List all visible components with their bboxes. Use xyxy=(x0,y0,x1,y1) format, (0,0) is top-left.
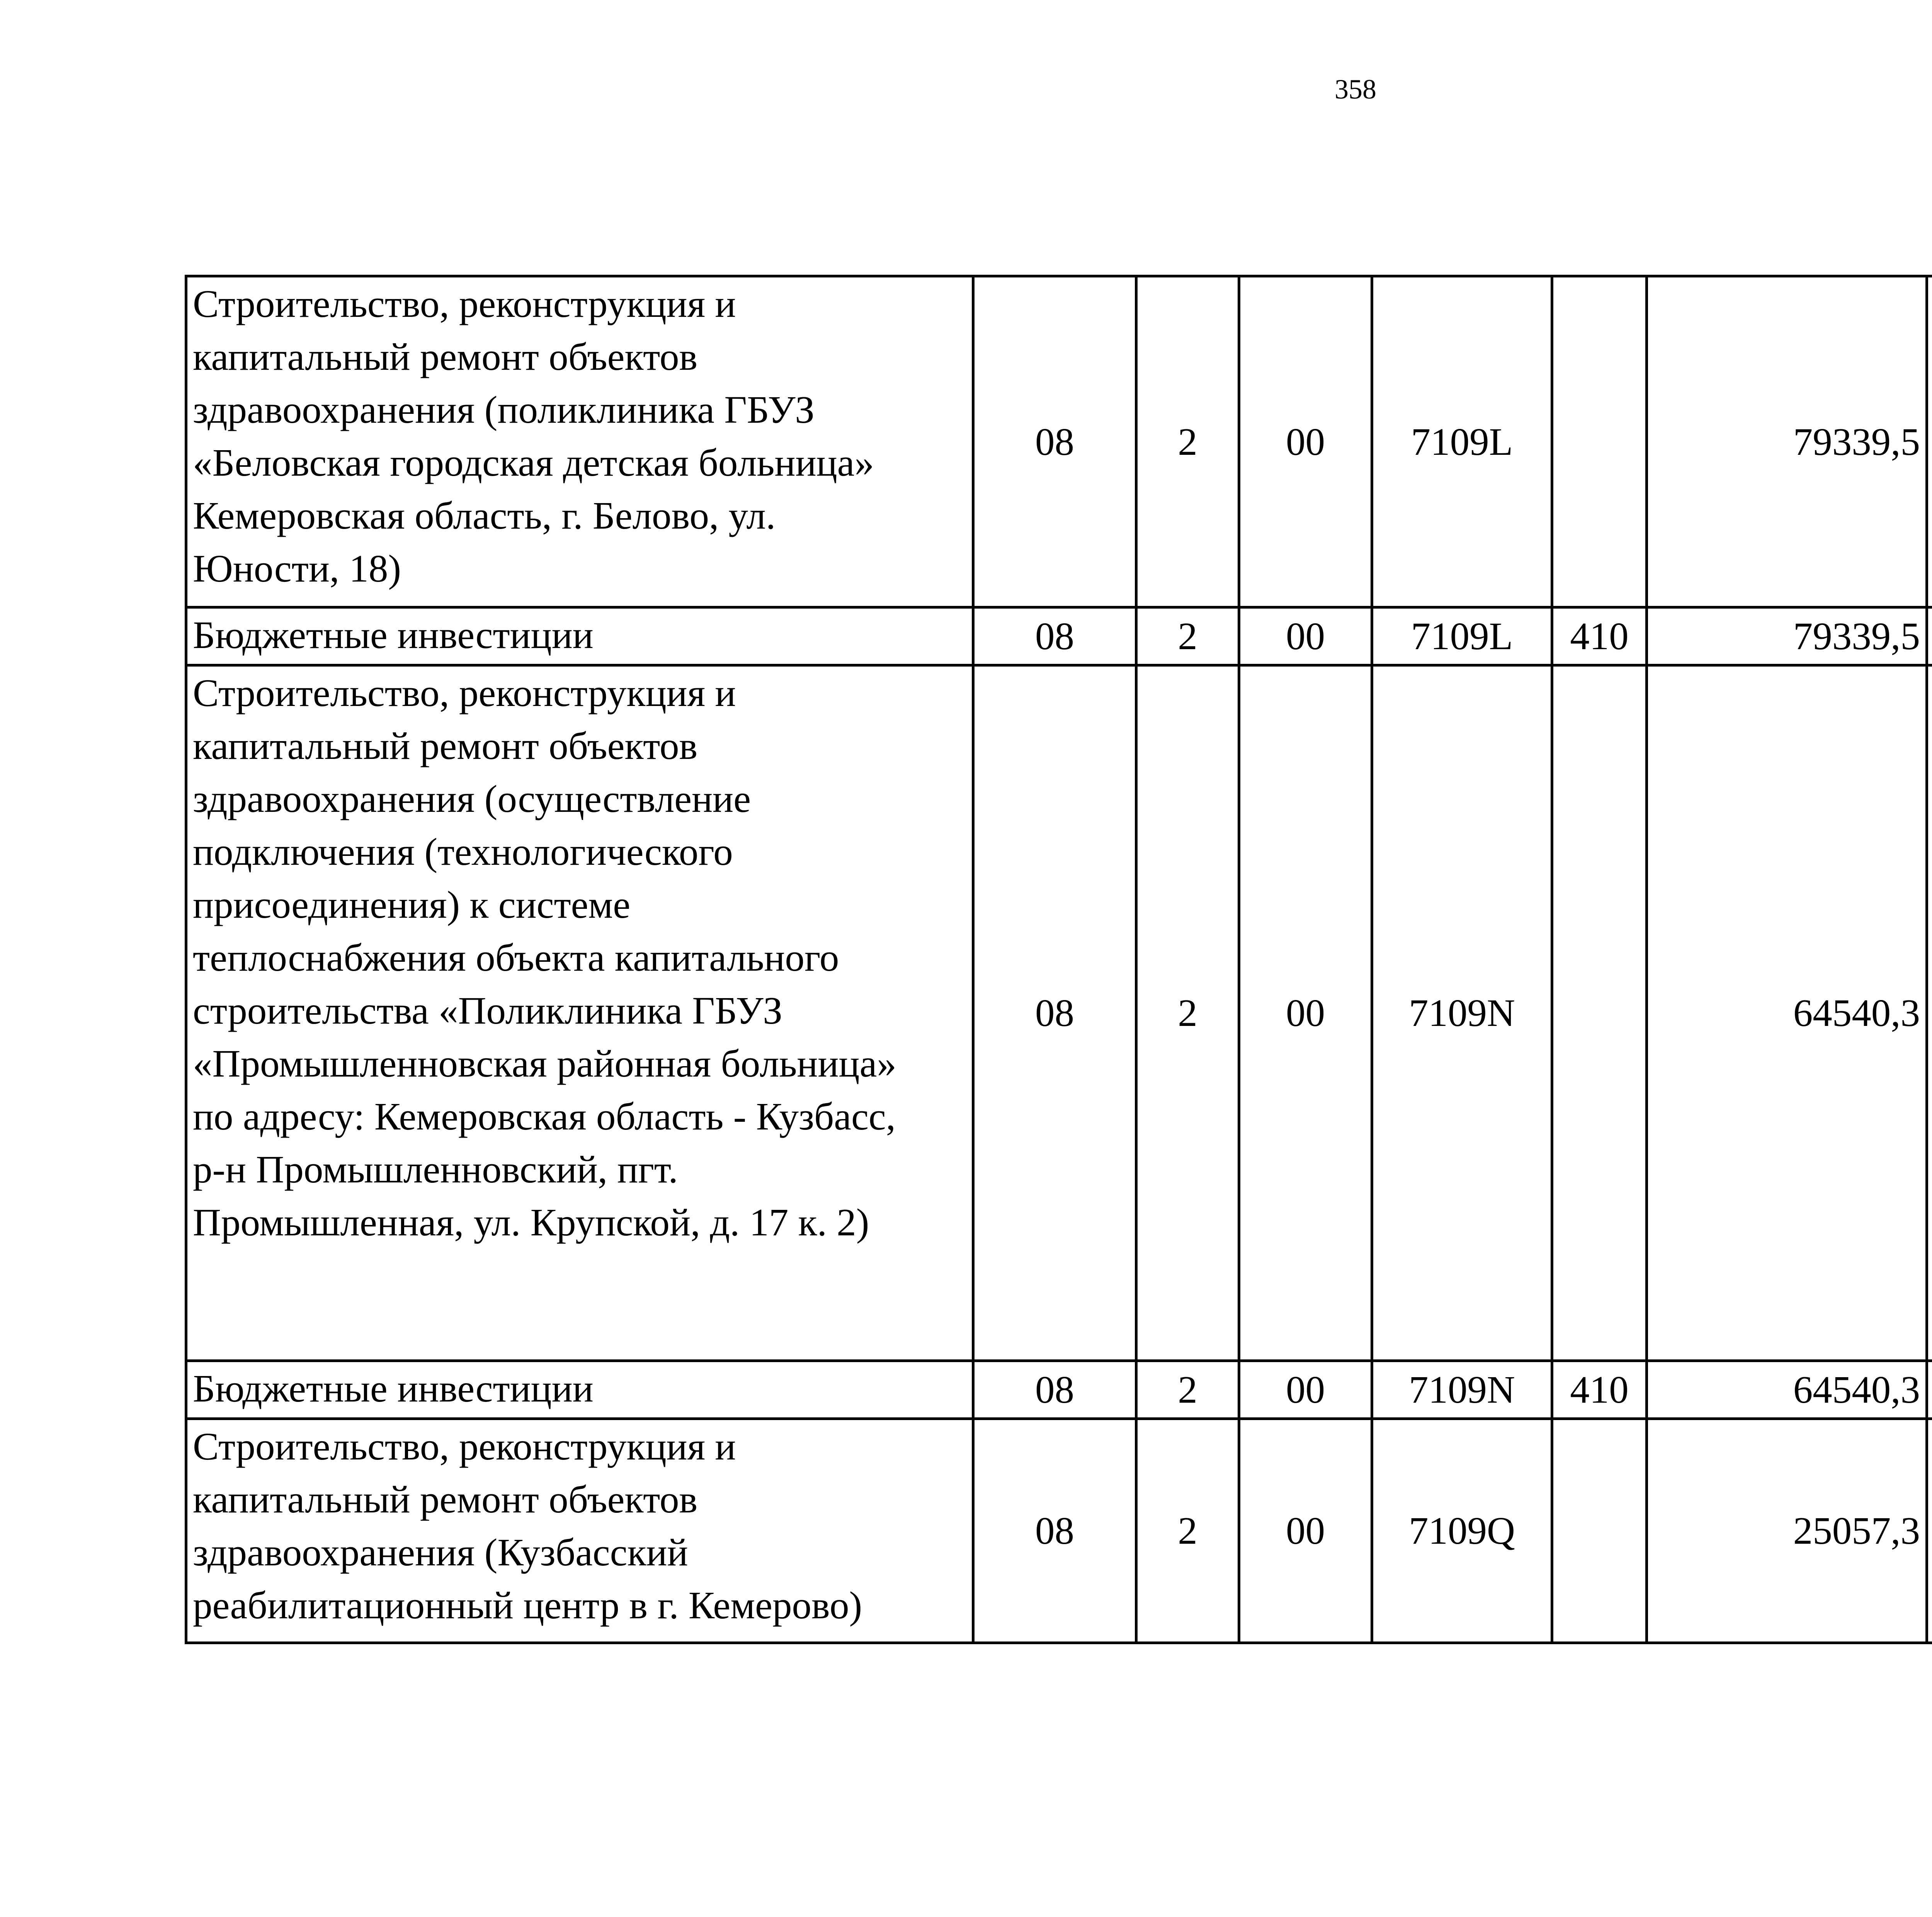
table-row xyxy=(186,1361,1932,1419)
description-line: здравоохранения (Кузбасский xyxy=(193,1531,688,1574)
table-body xyxy=(186,276,1932,1643)
direction-cell: 7109N xyxy=(1372,665,1552,1361)
description-line: капитальный ремонт объектов xyxy=(193,1478,698,1521)
subprogram-cell: 00 xyxy=(1239,1419,1372,1643)
description-line: подключения (технологического xyxy=(193,830,733,873)
description-line: Промышленная, ул. Крупской, д. 17 к. 2) xyxy=(193,1201,869,1244)
table-row xyxy=(186,607,1932,665)
program-cell: 2 xyxy=(1136,607,1239,665)
table-row xyxy=(186,276,1932,607)
description-line: «Беловская городская детская больница» xyxy=(193,441,874,484)
amount-year2-cell xyxy=(1927,276,1932,607)
section-cell: 08 xyxy=(973,276,1136,607)
program-cell: 2 xyxy=(1136,1419,1239,1643)
expense-type-cell xyxy=(1552,276,1647,607)
description-line: теплоснабжения объекта капитального xyxy=(193,936,839,979)
subprogram-cell: 00 xyxy=(1239,607,1372,665)
direction-cell: 7109L xyxy=(1372,607,1552,665)
description-cell xyxy=(186,1419,973,1643)
expense-type-cell: 410 xyxy=(1552,607,1647,665)
description-line: по адресу: Кемеровская область - Кузбасс, xyxy=(193,1095,896,1138)
description-line: Строительство, реконструкция и xyxy=(193,1425,736,1468)
expense-type-cell: 410 xyxy=(1552,1361,1647,1419)
table-row xyxy=(186,1419,1932,1643)
amount-year1-cell: 79339,5 xyxy=(1647,276,1927,607)
amount-year2-cell xyxy=(1927,1361,1932,1419)
section-cell: 08 xyxy=(973,1361,1136,1419)
amount-year2-cell xyxy=(1927,607,1932,665)
description-cell xyxy=(186,276,973,607)
section-cell: 08 xyxy=(973,607,1136,665)
subprogram-cell: 00 xyxy=(1239,665,1372,1361)
description-line: р-н Промышленновский, пгт. xyxy=(193,1148,678,1191)
expense-type-cell xyxy=(1552,665,1647,1361)
description-line: Бюджетные инвестиции xyxy=(193,613,594,657)
direction-cell: 7109L xyxy=(1372,276,1552,607)
description-line: Строительство, реконструкция и xyxy=(193,282,736,325)
description-line: «Промышленновская районная больница» xyxy=(193,1042,896,1085)
description-line: Юности, 18) xyxy=(193,547,401,590)
description-line: присоединения) к системе xyxy=(193,883,631,926)
description-line: строительства «Поликлиника ГБУЗ xyxy=(193,989,782,1032)
amount-year1-cell: 79339,5 xyxy=(1647,607,1927,665)
description-line: здравоохранения (осуществление xyxy=(193,777,751,820)
program-cell: 2 xyxy=(1136,1361,1239,1419)
section-cell: 08 xyxy=(973,1419,1136,1643)
description-line: капитальный ремонт объектов xyxy=(193,724,698,767)
description-line: здравоохранения (поликлиника ГБУЗ xyxy=(193,388,815,431)
description-cell xyxy=(186,665,973,1361)
amount-year1-cell: 64540,3 xyxy=(1647,1361,1927,1419)
page-number: 358 xyxy=(1335,74,1376,105)
budget-table xyxy=(185,275,1932,1644)
amount-year2-cell xyxy=(1927,1419,1932,1643)
amount-year1-cell: 25057,3 xyxy=(1647,1419,1927,1643)
table-row xyxy=(186,665,1932,1361)
expense-type-cell xyxy=(1552,1419,1647,1643)
subprogram-cell: 00 xyxy=(1239,1361,1372,1419)
program-cell: 2 xyxy=(1136,665,1239,1361)
direction-cell: 7109Q xyxy=(1372,1419,1552,1643)
direction-cell: 7109N xyxy=(1372,1361,1552,1419)
section-cell: 08 xyxy=(973,665,1136,1361)
amount-year1-cell: 64540,3 xyxy=(1647,665,1927,1361)
amount-year2-cell xyxy=(1927,665,1932,1361)
subprogram-cell: 00 xyxy=(1239,276,1372,607)
description-line: Кемеровская область, г. Белово, ул. xyxy=(193,494,776,537)
description-cell xyxy=(186,1361,973,1419)
description-line: реабилитационный центр в г. Кемерово) xyxy=(193,1584,862,1627)
program-cell: 2 xyxy=(1136,276,1239,607)
description-line: Строительство, реконструкция и xyxy=(193,671,736,714)
description-cell xyxy=(186,607,973,665)
description-line: капитальный ремонт объектов xyxy=(193,335,698,378)
description-line: Бюджетные инвестиции xyxy=(193,1367,594,1410)
